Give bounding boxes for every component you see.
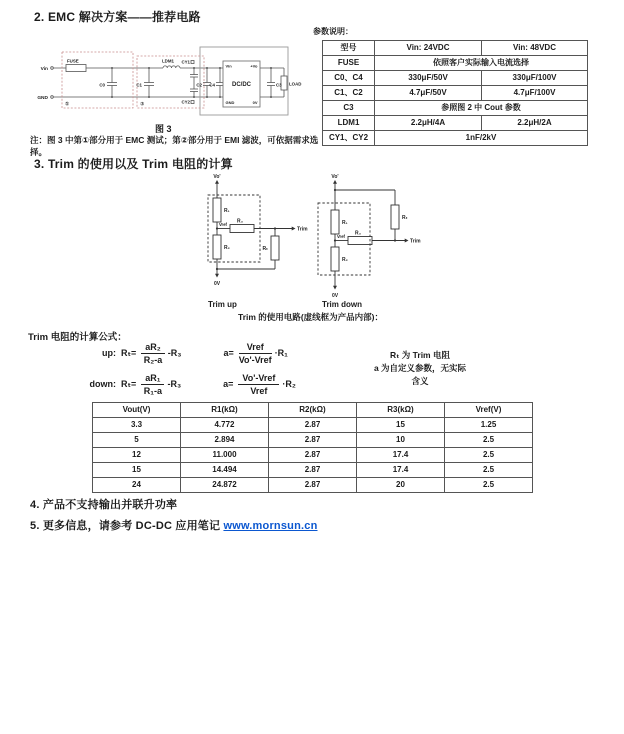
param-cell: 依照客户实际输入电流选择 — [375, 56, 588, 71]
formula-up-fraction — [141, 342, 165, 365]
trim-formula-title: Trim 电阻的计算公式： — [28, 332, 127, 343]
dcdc-pin-gnd: GND — [225, 100, 235, 105]
table-row — [323, 41, 588, 56]
trimdown-vo-label: Vo' — [331, 174, 339, 180]
param-table-title: 参数说明： — [313, 27, 353, 36]
param-table — [322, 40, 588, 146]
param-cell: 2.2μH/2A — [482, 116, 588, 131]
more-info-text: 5. 更多信息，请参考 DC-DC 应用笔记 — [30, 520, 224, 532]
c1-label: C1 — [136, 82, 142, 88]
formula-up-a-lhs: a= — [223, 348, 234, 358]
formula-notes — [370, 349, 470, 388]
formula-down — [78, 372, 296, 396]
trimup-vo-label: Vo' — [213, 174, 221, 180]
trim-cell: 2.87 — [269, 418, 357, 433]
trimdown-vref-label: Vref — [337, 234, 345, 239]
formula-down-a-fraction — [238, 373, 279, 396]
trim-cell: 17.4 — [357, 463, 445, 478]
gnd-label: GND — [37, 96, 48, 101]
vin-label: Vin — [40, 67, 48, 72]
param-cell: LDM1 — [323, 116, 375, 131]
fraction-numerator: aR₂ — [141, 342, 165, 354]
trim-cell: 14.494 — [181, 463, 269, 478]
dcdc-pin-0v: 0V — [252, 100, 258, 105]
formula-note-a: a 为自定义参数，无实际含义 — [373, 363, 467, 386]
formula-down-tail: -R₃ — [167, 379, 182, 389]
section-title-parallel: 4. 产品不支持输出并联升功率 — [30, 499, 178, 511]
trimdown-r2-label: R₂ — [342, 257, 348, 263]
param-cell: 330μF/50V — [375, 71, 482, 86]
figure3-note: 注：图 3 中第①部分用于 EMC 测试；第②部分用于 EMI 滤波，可依据需求选择。 — [30, 135, 319, 157]
trim-cell: 12 — [93, 448, 181, 463]
trimup-rt-label: Rₜ — [262, 246, 268, 252]
formula-down-a-lhs: a= — [223, 379, 234, 389]
param-cell: 4.7μF/100V — [482, 86, 588, 101]
trim-cell: 2.5 — [445, 463, 533, 478]
trimup-trim-label: Trim — [297, 226, 308, 233]
table-row — [93, 478, 533, 493]
trim-cell: 15 — [357, 418, 445, 433]
fraction-denominator: Vo'-Vref — [238, 354, 272, 365]
trim-cell: 1.25 — [445, 418, 533, 433]
dcdc-pin-vin: Vin — [225, 63, 232, 69]
table-row — [93, 403, 533, 418]
trim-cell: 5 — [93, 433, 181, 448]
formula-up — [78, 341, 296, 365]
trim-cell: 2.894 — [181, 433, 269, 448]
formula-up-a-fraction — [239, 342, 272, 365]
trim-cell: 2.5 — [445, 448, 533, 463]
dcdc-pin-vo: +Vo — [250, 63, 258, 69]
param-cell: C3 — [323, 101, 375, 116]
section-more-info — [30, 517, 318, 533]
trim-down-label: Trim down — [322, 300, 362, 309]
part1-marker: ① — [65, 101, 70, 108]
cy1-label: CY1 — [181, 59, 190, 65]
formula-up-lhs: Rₜ= — [121, 347, 137, 358]
trim-cell: 2.87 — [269, 448, 357, 463]
trim-header-vref: Vref(V) — [445, 403, 533, 418]
trim-cell: 10 — [357, 433, 445, 448]
c3-label: C3 — [276, 82, 282, 88]
formula-note-rt: Rₜ 为 Trim 电阻 — [390, 350, 450, 360]
dcdc-label: DC/DC — [232, 82, 251, 88]
table-row — [93, 418, 533, 433]
trimup-r2-label: R₂ — [224, 245, 230, 251]
figure3-caption: 图 3 — [155, 124, 172, 134]
c0-label: C0 — [99, 82, 105, 88]
figure3-circuit-diagram — [28, 42, 318, 122]
param-header-24v: Vin: 24VDC — [375, 41, 482, 56]
trim-cell: 20 — [357, 478, 445, 493]
load-label: LOAD — [289, 81, 302, 87]
table-row — [323, 131, 588, 146]
formula-up-a-tail: ·R₁ — [274, 348, 288, 358]
trim-cell: 2.5 — [445, 478, 533, 493]
fraction-numerator: Vo'-Vref — [238, 373, 279, 385]
trim-formulas — [78, 341, 296, 396]
ldm1-label: LDM1 — [162, 58, 174, 64]
section-title-trim: 3. Trim 的使用以及 Trim 电阻的计算 — [34, 157, 233, 171]
formula-up-prefix: up: — [102, 348, 116, 358]
trim-up-label: Trim up — [208, 300, 237, 309]
trim-table — [92, 402, 533, 493]
param-cell: 4.7μF/50V — [375, 86, 482, 101]
table-row — [93, 448, 533, 463]
trim-cell: 15 — [93, 463, 181, 478]
param-cell: 1nF/2kV — [375, 131, 588, 146]
table-row — [93, 433, 533, 448]
cy2-label: CY2 — [181, 99, 190, 105]
trimup-r3-label: R₃ — [237, 218, 243, 225]
param-cell: CY1、CY2 — [323, 131, 375, 146]
trimup-r1-label: R₁ — [224, 208, 230, 214]
param-cell: 参照图 2 中 Cout 参数 — [375, 101, 588, 116]
part2-marker: ② — [140, 101, 145, 108]
table-row — [323, 56, 588, 71]
trim-cell: 4.772 — [181, 418, 269, 433]
fraction-numerator: aR₁ — [141, 373, 164, 385]
trimdown-rt-label: Rₜ — [402, 215, 408, 221]
formula-down-lhs: Rₜ= — [121, 378, 137, 389]
c4-label: C4 — [209, 82, 215, 88]
table-row — [93, 463, 533, 478]
trim-circuit-caption: Trim 的使用电路(虚线框为产品内部)： — [238, 312, 383, 322]
fraction-numerator: Vref — [239, 342, 272, 354]
param-header-48v: Vin: 48VDC — [482, 41, 588, 56]
param-header-model: 型号 — [323, 41, 375, 56]
trim-header-r3: R3(kΩ) — [357, 403, 445, 418]
trim-header-r2: R2(kΩ) — [269, 403, 357, 418]
trim-header-vout: Vout(V) — [93, 403, 181, 418]
trimup-vref-label: Vref — [219, 222, 227, 227]
trimup-0v-label: 0V — [213, 281, 221, 287]
trim-cell: 24.872 — [181, 478, 269, 493]
trim-cell: 2.87 — [269, 433, 357, 448]
formula-down-prefix: down: — [89, 379, 116, 389]
table-row — [323, 71, 588, 86]
fraction-denominator: R₁-a — [143, 385, 162, 396]
trimdown-r3-label: R₃ — [355, 230, 361, 237]
trim-cell: 2.87 — [269, 463, 357, 478]
trim-cell: 2.5 — [445, 433, 533, 448]
trim-cell: 24 — [93, 478, 181, 493]
trim-cell: 17.4 — [357, 448, 445, 463]
c2-label: C2 — [196, 82, 202, 88]
mornsun-link[interactable]: www.mornsun.cn — [223, 520, 318, 532]
formula-down-a-tail: ·R₂ — [282, 379, 296, 389]
trimdown-r1-label: R₁ — [342, 220, 348, 226]
param-cell: 2.2μH/4A — [375, 116, 482, 131]
table-row — [323, 116, 588, 131]
trim-header-r1: R1(kΩ) — [181, 403, 269, 418]
formula-down-fraction — [141, 373, 164, 396]
trimdown-trim-label: Trim — [410, 238, 421, 245]
table-row — [323, 101, 588, 116]
trim-cell: 2.87 — [269, 478, 357, 493]
formula-up-tail: -R₃ — [167, 348, 182, 358]
param-cell: 330μF/100V — [482, 71, 588, 86]
param-cell: C0、C4 — [323, 71, 375, 86]
trim-circuits-diagram — [190, 172, 425, 300]
fraction-denominator: R₂-a — [143, 354, 163, 365]
section-title-emc: 2. EMC 解决方案——推荐电路 — [34, 10, 201, 24]
param-cell: C1、C2 — [323, 86, 375, 101]
fuse-label: FUSE — [67, 58, 79, 64]
trim-cell: 3.3 — [93, 418, 181, 433]
param-cell: FUSE — [323, 56, 375, 71]
fraction-denominator: Vref — [250, 385, 268, 396]
table-row — [323, 86, 588, 101]
trimdown-0v-label: 0V — [331, 293, 339, 299]
trim-cell: 11.000 — [181, 448, 269, 463]
